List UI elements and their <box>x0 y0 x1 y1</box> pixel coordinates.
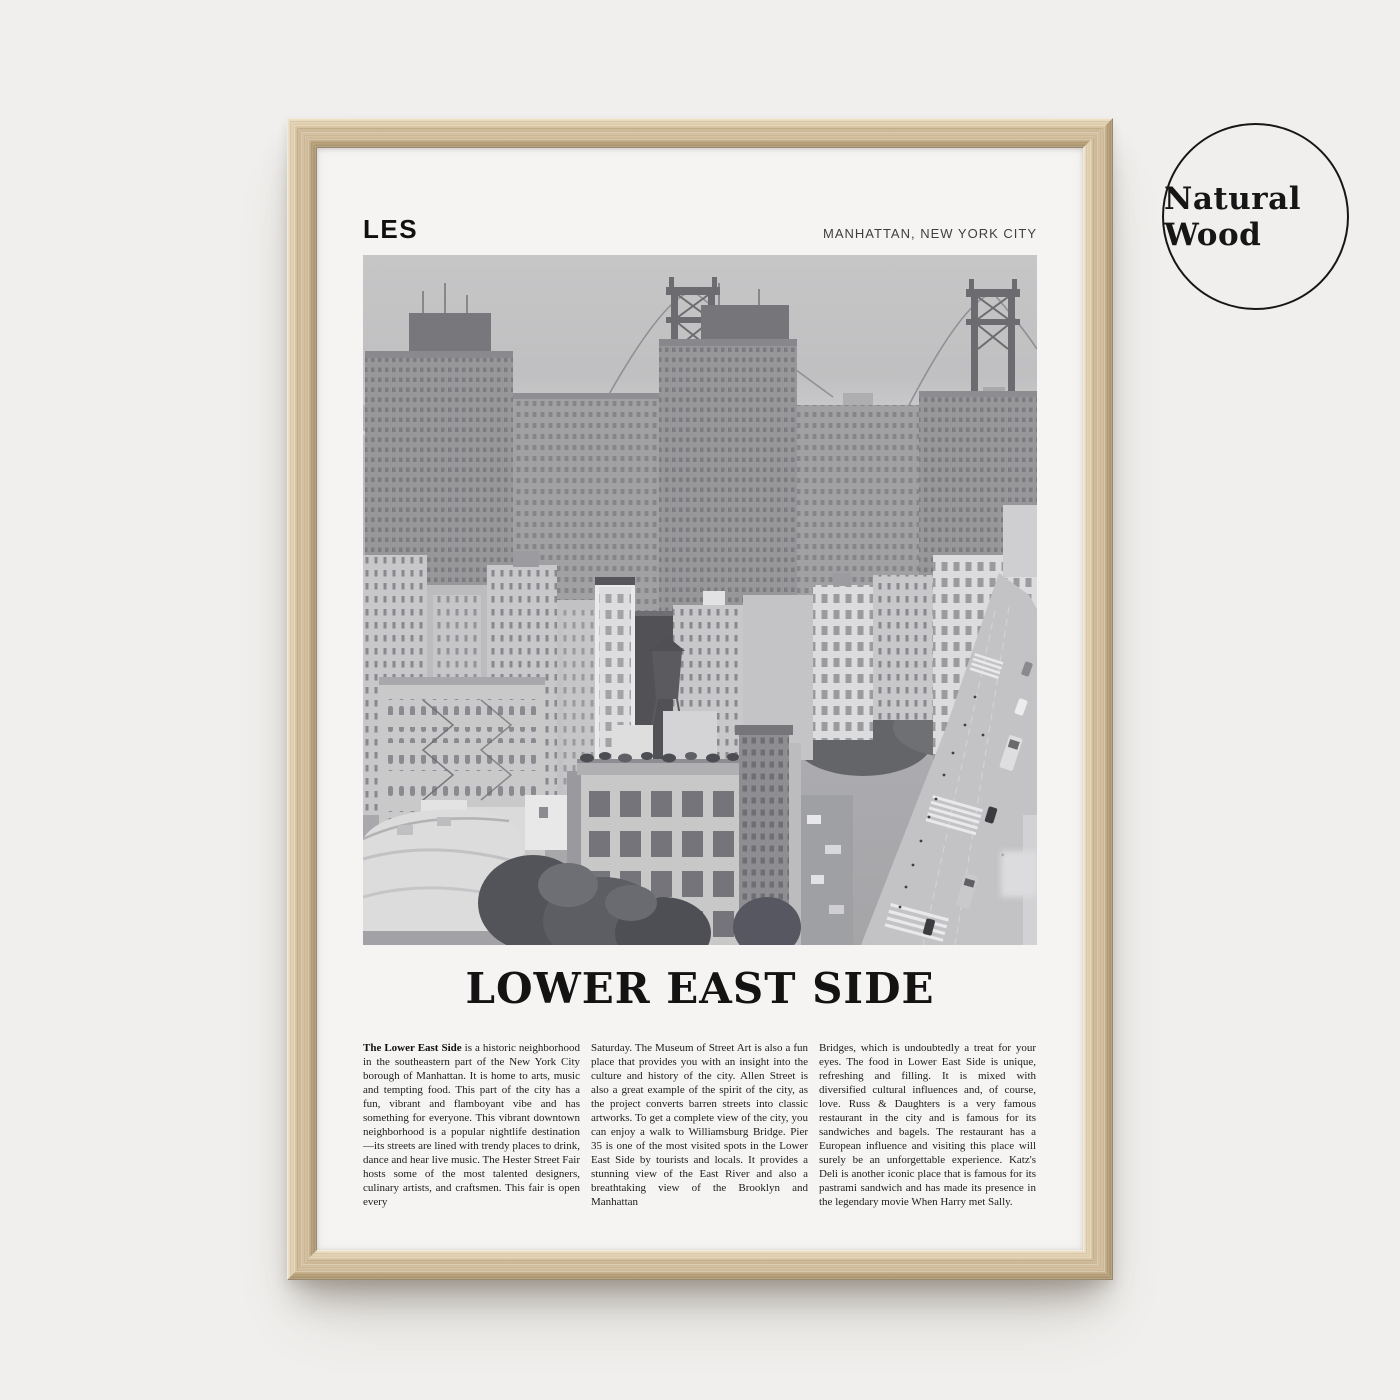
body-column-1-text: is a historic neighborhood in the southeastern part of the New York City borough of Manhattan. It is home to arts, music and tempting food. This part of the city has a fun, vibrant and flamboyant vibe and has something for everyone. This vibrant downtown neighborhood is a popular nightlife destination—its streets are lined with trendy places to drink, dance and hear live music. The Hester Street Fair hosts some of the most talented designers, culinary artists, and craftsmen. This fair is open every <box>363 1042 580 1208</box>
poster-header <box>363 214 1037 245</box>
body-column-3: Bridges, which is undoubtedly a treat for your eyes. The food in Lower East Side is unique, refreshing and filling. It is mixed with diversified cultural influences and, of course, love. Russ & Daughters is a very famous restaurant in the city and is famous for its sandwiches and bagels. The restaurant has a European influence and visiting this place will surely be an unforgettable experience. Katz's Deli is another iconic place that is famous for its pastrami sandwich and has made its presence in the legendary movie When Harry met Sally. <box>819 1042 1036 1208</box>
location-text: MANHATTAN, NEW YORK CITY <box>823 226 1037 241</box>
poster-body <box>363 1041 1037 1209</box>
frame-rail-top <box>287 118 1113 148</box>
badge-label: Natural Wood <box>1164 180 1301 253</box>
natural-wood-badge <box>1162 123 1349 310</box>
frame-rail-bottom <box>287 1250 1113 1280</box>
poster-title: LOWER EAST SIDE <box>465 964 935 1013</box>
kicker-text: LES <box>363 214 419 244</box>
poster <box>317 148 1083 1250</box>
body-column-2: Saturday. The Museum of Street Art is also a fun place that provides you with an insight into the culture and history of the city. Allen Street is also a great example of the spirit of the city, as the project converts barren streets into classic artworks. To get a complete view of the city, you can enjoy a walk to Williamsburg Bridge. Pier 35 is one of the most visited spots in the Lower East Side by tourists and locals. It provides a stunning view of the East River and also a breathtaking view of the Brooklyn and Manhattan <box>591 1042 808 1208</box>
picture-frame <box>287 118 1113 1280</box>
body-column-1 <box>363 1041 580 1209</box>
les-photo <box>363 255 1037 945</box>
body-lead: The Lower East Side <box>363 1042 462 1054</box>
retail-strip <box>801 795 853 945</box>
frame-rail-right <box>1083 118 1113 1280</box>
frame-rail-left <box>287 118 317 1280</box>
